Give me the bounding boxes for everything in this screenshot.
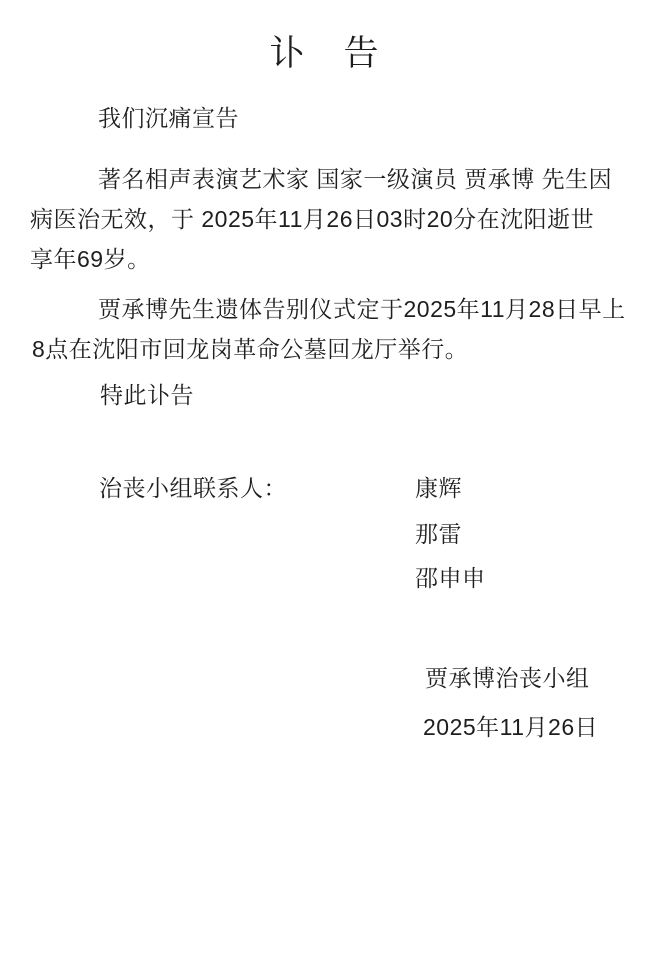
farewell-ceremony-line-2: 8点在沈阳市回龙岗革命公墓回龙厅举行。 [32,336,469,362]
contact-group-label: 治丧小组联系人： [99,475,287,501]
death-announcement-line-2: 病医治无效，于 2025年11月26日03时20分在沈阳逝世 [30,206,595,232]
contact-name: 康辉 [415,475,462,501]
signature-group-name: 贾承博治丧小组 [425,665,590,691]
contact-name: 邵申申 [415,565,486,591]
contact-name: 那雷 [415,521,462,547]
notice-title: 讣 告 [269,34,381,73]
opening-statement: 我们沉痛宣告 [98,105,239,131]
closing-statement: 特此讣告 [100,382,194,408]
signature-date: 2025年11月26日 [423,714,599,740]
death-announcement-line-1: 著名相声表演艺术家 国家一级演员 贾承博 先生因 [98,166,613,192]
farewell-ceremony-line-1: 贾承博先生遗体告别仪式定于2025年11月28日早上 [98,296,626,322]
death-announcement-line-3: 享年69岁。 [30,246,151,272]
